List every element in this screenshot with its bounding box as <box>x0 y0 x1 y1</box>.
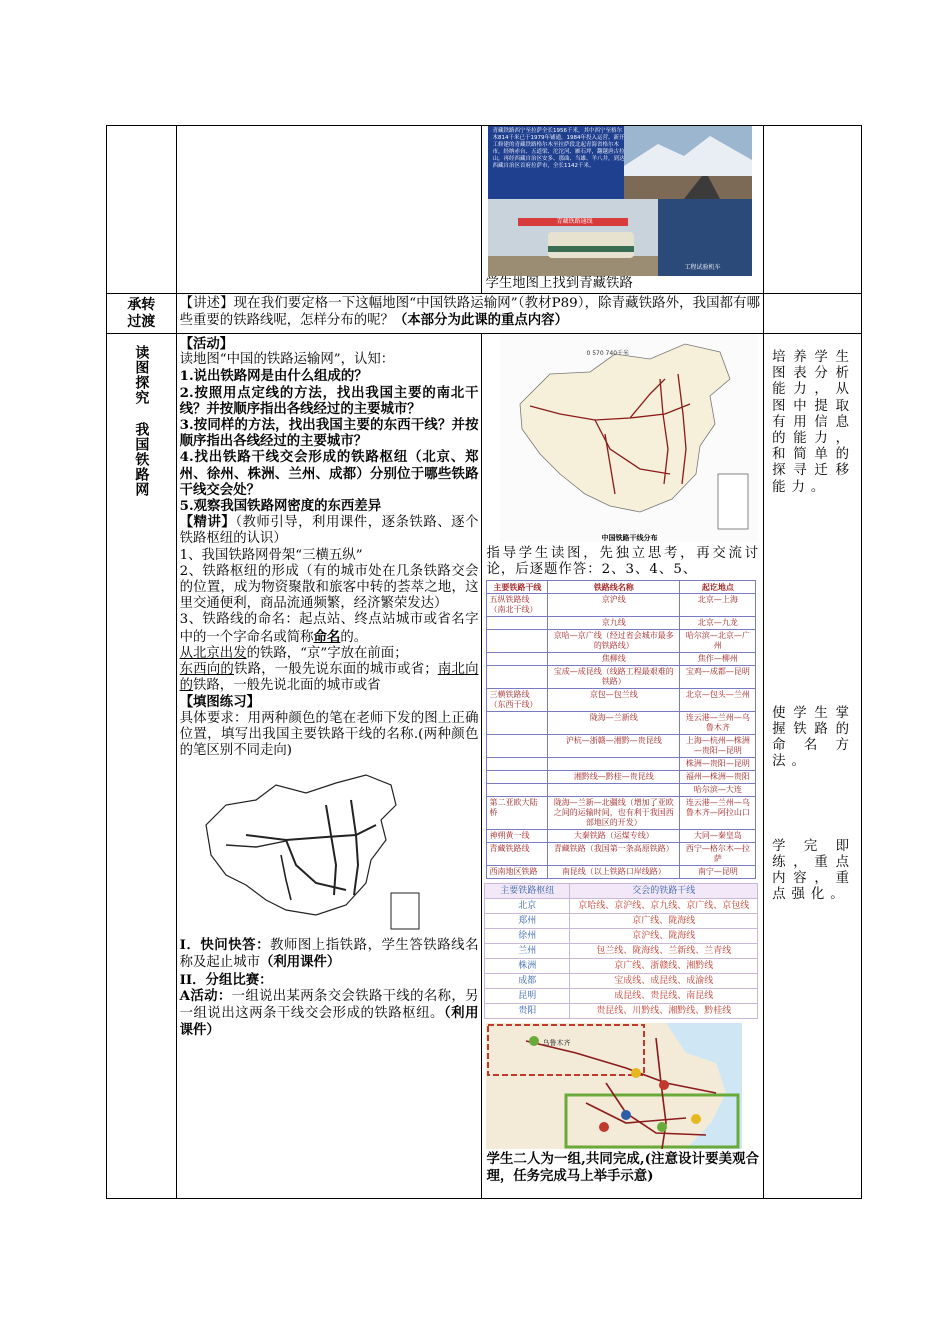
rail-table-cell: 京包—包兰线 <box>548 689 680 712</box>
quick-tail: （利用课件） <box>259 954 341 971</box>
group-title: II．分组比赛： <box>179 971 273 988</box>
map-scale: 0 570 740千米 <box>586 350 630 357</box>
rail-table-cell: 陇海—兰新线 <box>548 712 680 735</box>
table-row <box>485 944 758 959</box>
blank-rail-map-drawing <box>186 765 426 933</box>
rail-table-cell: 京哈—京广线（经过省会城市最多的铁路线） <box>548 630 680 653</box>
pair-work-text: 学生二人为一组,共同完成,(注意设计要美观合理，任务完成马上举手示意) <box>486 1151 760 1184</box>
row2-content <box>176 294 763 334</box>
question-5: 5.观察我国铁路网密度的东西差异 <box>179 498 382 515</box>
table-row <box>485 914 758 929</box>
question-3: 3.按同样的方法，找出我国主要的东西干线？并按顺序指出各线经过的主要城市？ <box>179 417 479 450</box>
hub-city-cell: 成都 <box>485 974 570 989</box>
row2-notes <box>764 294 862 334</box>
table-row <box>487 866 756 879</box>
rail-table-header-cell: 铁路线名称 <box>548 581 680 594</box>
row1-content <box>176 126 482 294</box>
rail-table-cell: 西南地区铁路 <box>487 866 548 879</box>
row1-label <box>107 126 177 294</box>
table-row <box>485 974 758 989</box>
activity-intro: 读地图“中国的铁路运输网”，认知： <box>179 352 395 368</box>
rail-table-cell: 青藏铁路（我国第一条高原铁路） <box>548 843 680 866</box>
rail-table-cell: 宝成—成昆线（线路工程最艰难的铁路） <box>548 666 680 689</box>
rail-table-cell: 北京—包头—兰州 <box>680 689 756 712</box>
table-row <box>487 771 756 784</box>
qinghai-photo-text: 青藏铁路西宁至拉萨全长1956千米，其中西宁至格尔木814千米已于1979年铺通，1984年投入运营。新开工修建的青藏铁路格尔木至拉萨段北起青海省格尔木市，经纳赤台、五道梁、沱沱河、雁石坪，翻越唐古拉山，再经西藏自治区安多、那曲、当雄、羊八井，到达西藏自治区首府拉萨市，全长1142千米。 <box>492 128 625 169</box>
table-row <box>485 899 758 914</box>
rail-table-cell <box>548 758 680 771</box>
hub-lines-cell: 成昆线、贵昆线、南昆线 <box>570 989 758 1004</box>
rail-table-cell: 陇海—兰新—北疆线（增加了亚欧之间的运输时间，也有利于我国西部地区的开发） <box>548 797 680 830</box>
point-5-underlined-a: 东西向的 <box>179 662 235 678</box>
row1-media <box>482 126 764 294</box>
table-row <box>487 666 756 689</box>
rail-table-cell <box>487 771 548 784</box>
rail-table-cell: 福州—株洲—贵阳 <box>680 771 756 784</box>
rail-table-cell <box>487 653 548 666</box>
row-explore <box>107 334 862 1199</box>
fill-title: 【填图练习】 <box>179 694 260 711</box>
quick-title: I．快问快答： <box>179 937 271 954</box>
table-row <box>487 735 756 758</box>
rail-table-cell: 沪杭—浙赣—湘黔—贵昆线 <box>548 735 680 758</box>
table-row <box>485 1004 758 1019</box>
china-rail-map-drawing <box>500 334 758 542</box>
rail-hub-table <box>484 883 758 1019</box>
transition-text: 【讲述】现在我们要定格一下这幅地图“中国铁路运输网”（教材P89），除青藏铁路外，我国都有哪些重要的铁路线呢，怎样分布的呢？ <box>179 296 761 329</box>
note-ability: 培养学生图表分析能力，从图中提取有用信息的能力，和简单的探寻迁移能力。 <box>772 350 855 495</box>
table-row <box>485 989 758 1004</box>
rail-table-cell: 南宁—昆明 <box>680 866 756 879</box>
hub-lines-cell: 包兰线、陇海线、兰新线、兰青线 <box>570 944 758 959</box>
hub-lines-cell: 京广线、浙赣线、湘黔线 <box>570 959 758 974</box>
rail-table-header-cell: 主要铁路干线 <box>487 581 548 594</box>
rail-table-cell: 湘黔线—黔桂—贵昆线 <box>548 771 680 784</box>
rail-table-cell: 青藏铁路线 <box>487 843 548 866</box>
rail-table-header <box>487 581 756 594</box>
transition-emphasis: （本部分为此课的重点内容） <box>393 312 568 329</box>
table-row <box>485 929 758 944</box>
activity-a-tail: （利用课件） <box>179 1005 479 1039</box>
row3-notes <box>764 334 862 1199</box>
rail-table-cell: 哈尔滨—北京—广州 <box>680 630 756 653</box>
table-row <box>487 630 756 653</box>
point-4-underlined: 从北京出发 <box>179 645 247 661</box>
rail-table-cell <box>487 712 548 735</box>
activity-a-title: A活动： <box>179 987 232 1004</box>
train-photo-caption: 工程试验机车 <box>684 264 721 271</box>
hub-city-cell: 徐州 <box>485 929 570 944</box>
row1-caption: 学生地图上找到青藏铁路 <box>485 276 633 291</box>
activity-title: 【活动】 <box>179 336 234 352</box>
rail-table-cell: 南昆线（以上铁路口岸线路） <box>548 866 680 879</box>
point-5a: 铁路，一般先说东面的城市或省； <box>234 662 438 678</box>
question-1: 1.说出铁路网是由什么组成的？ <box>179 368 368 385</box>
hub-city-cell: 贵阳 <box>485 1004 570 1019</box>
hub-lines-cell: 宝成线、成昆线、成渝线 <box>570 974 758 989</box>
rail-table-cell: 哈尔滨—大连 <box>680 784 756 797</box>
point-2: 2、铁路枢纽的形成（有的城市处在几条铁路交会的位置，成为物资聚散和旅客中转的荟萃之地，这里交通便利，商品流通频繁，经济繁荣发达） <box>179 563 479 612</box>
rail-table-cell: 西宁—格尔木—拉萨 <box>680 843 756 866</box>
rail-table-cell: 焦柳线 <box>548 653 680 666</box>
row2-label <box>107 294 177 334</box>
rail-table-cell: 大秦铁路（运煤专线） <box>548 830 680 843</box>
row3-label <box>107 334 177 1199</box>
rail-table-cell: 大同—秦皇岛 <box>680 830 756 843</box>
point-5b: 铁路，一般先说北面的城市或省 <box>193 678 381 694</box>
hub-city-cell: 兰州 <box>485 944 570 959</box>
rail-table-cell <box>487 617 548 630</box>
hub-lines-cell: 贵昆线、川黔线、湘黔线、黔桂线 <box>570 1004 758 1019</box>
blank-rail-map <box>186 765 426 933</box>
rail-table-cell: 京九线 <box>548 617 680 630</box>
table-row <box>487 843 756 866</box>
activity-a-text: 一组说出某两条交会铁路干线的名称，另一组说出这两条干线交会形成的铁路枢纽。 <box>179 988 479 1022</box>
rail-table-cell <box>548 784 680 797</box>
point-1: 1、我国铁路网骨架“三横五纵” <box>179 547 363 563</box>
note-practice: 学完即练，重点内容，重点强化。 <box>772 838 855 903</box>
rail-table-cell: 焦作—柳州 <box>680 653 756 666</box>
hub-lines-cell: 京沪线、陇海线 <box>570 929 758 944</box>
table-row <box>487 784 756 797</box>
rail-table-cell <box>487 758 548 771</box>
point-3-emphasis: 命名 <box>313 628 341 645</box>
rail-table-cell: 连云港—兰州—乌鲁木齐 <box>680 712 756 735</box>
rail-table-header-cell: 起讫地点 <box>680 581 756 594</box>
rail-table-cell: 北京—上海 <box>680 594 756 617</box>
rail-table-cell: 连云港—兰州—乌鲁木齐—阿拉山口 <box>680 797 756 830</box>
rail-table-cell: 五纵铁路线（南北干线） <box>487 594 548 617</box>
hub-city-cell: 株洲 <box>485 959 570 974</box>
rail-hub-map-drawing <box>486 1023 742 1149</box>
qinghai-tibet-photo <box>488 126 752 276</box>
rail-table-cell: 北京—九龙 <box>680 617 756 630</box>
rail-lines-table <box>486 580 756 879</box>
row3-media <box>482 334 764 1199</box>
explain-text: （教师引导，利用课件，逐条铁路、逐个铁路枢纽的认识） <box>179 515 479 547</box>
hub-table-header <box>485 884 758 899</box>
table-row <box>487 653 756 666</box>
rail-table-cell: 上海—杭州—株洲—贵阳—昆明 <box>680 735 756 758</box>
hub-city-cell: 郑州 <box>485 914 570 929</box>
table-row <box>487 758 756 771</box>
row-photo <box>107 126 862 294</box>
lesson-plan-table <box>106 125 862 1199</box>
point-5-underlined-b: 南北向的 <box>179 662 479 694</box>
rail-table-cell <box>487 735 548 758</box>
question-4: 4.找出铁路干线交会形成的铁路枢纽（北京、郑州、徐州、株洲、兰州、成都）分别位于哪些铁路干线交会处？ <box>179 449 479 498</box>
point-3: 3、铁路线的命名：起点站、终点站城市或省名字中的一个字命名或简称 <box>179 612 479 645</box>
rail-table-cell: 株洲—贵阳—昆明 <box>680 758 756 771</box>
explore-label: 读图探究 我国铁路网 <box>133 345 150 497</box>
row1-notes <box>764 126 862 294</box>
note-naming: 使学生掌握铁路的命名方法。 <box>772 705 855 770</box>
rail-table-cell <box>487 630 548 653</box>
rail-table-cell: 宝鸡—成都—昆明 <box>680 666 756 689</box>
point-4: 的铁路，“京”字放在前面； <box>246 645 408 661</box>
row3-content <box>176 334 482 1199</box>
table-row <box>487 689 756 712</box>
table-row <box>485 959 758 974</box>
map-caption: 中国铁路干线分布 <box>601 534 658 542</box>
hub-table-header-cell: 交会的铁路干线 <box>570 884 758 899</box>
table-row <box>487 712 756 735</box>
table-row <box>487 830 756 843</box>
fill-text: 具体要求：用两种颜色的笔在老师下发的图上正确位置，填写出我国主要铁路干线的名称.(两种颜色的笔区别不同走向) <box>179 710 479 759</box>
map-city-label: 乌鲁木齐 <box>542 1039 571 1048</box>
table-row <box>487 617 756 630</box>
quick-text: 教师图上指铁路，学生答铁路线名称及起止城市 <box>179 938 479 971</box>
rail-table-cell: 神朔黄一线 <box>487 830 548 843</box>
table-row <box>487 594 756 617</box>
point-3-tail: 的。 <box>340 629 368 645</box>
rail-table-cell <box>487 666 548 689</box>
hub-lines-cell: 京哈线、京沪线、京九线、京广线、京包线 <box>570 899 758 914</box>
train-photo-banner: 青藏铁路通线 <box>556 218 593 225</box>
rail-table-cell: 京沪线 <box>548 594 680 617</box>
hub-city-cell: 北京 <box>485 899 570 914</box>
explain-title: 【精讲】 <box>179 514 236 531</box>
hub-lines-cell: 京广线、陇海线 <box>570 914 758 929</box>
transition-label: 承转过渡 <box>127 296 156 330</box>
rail-table-cell <box>487 784 548 797</box>
rail-hub-map <box>486 1023 742 1149</box>
china-rail-map <box>500 334 758 542</box>
rail-table-cell: 三横铁路线（东西干线） <box>487 689 548 712</box>
question-2: 2.按照用点定线的方法，找出我国主要的南北干线？并按顺序指出各线经过的主要城市？ <box>179 384 479 417</box>
table-row <box>487 797 756 830</box>
row-transition <box>107 294 862 334</box>
rail-table-cell: 第二亚欧大陆桥 <box>487 797 548 830</box>
hub-city-cell: 昆明 <box>485 989 570 1004</box>
guide-text: 指导学生读图，先独立思考，再交流讨论，后逐题作答：2、3、4、5、 <box>486 546 760 578</box>
hub-table-header-cell: 主要铁路枢纽 <box>485 884 570 899</box>
